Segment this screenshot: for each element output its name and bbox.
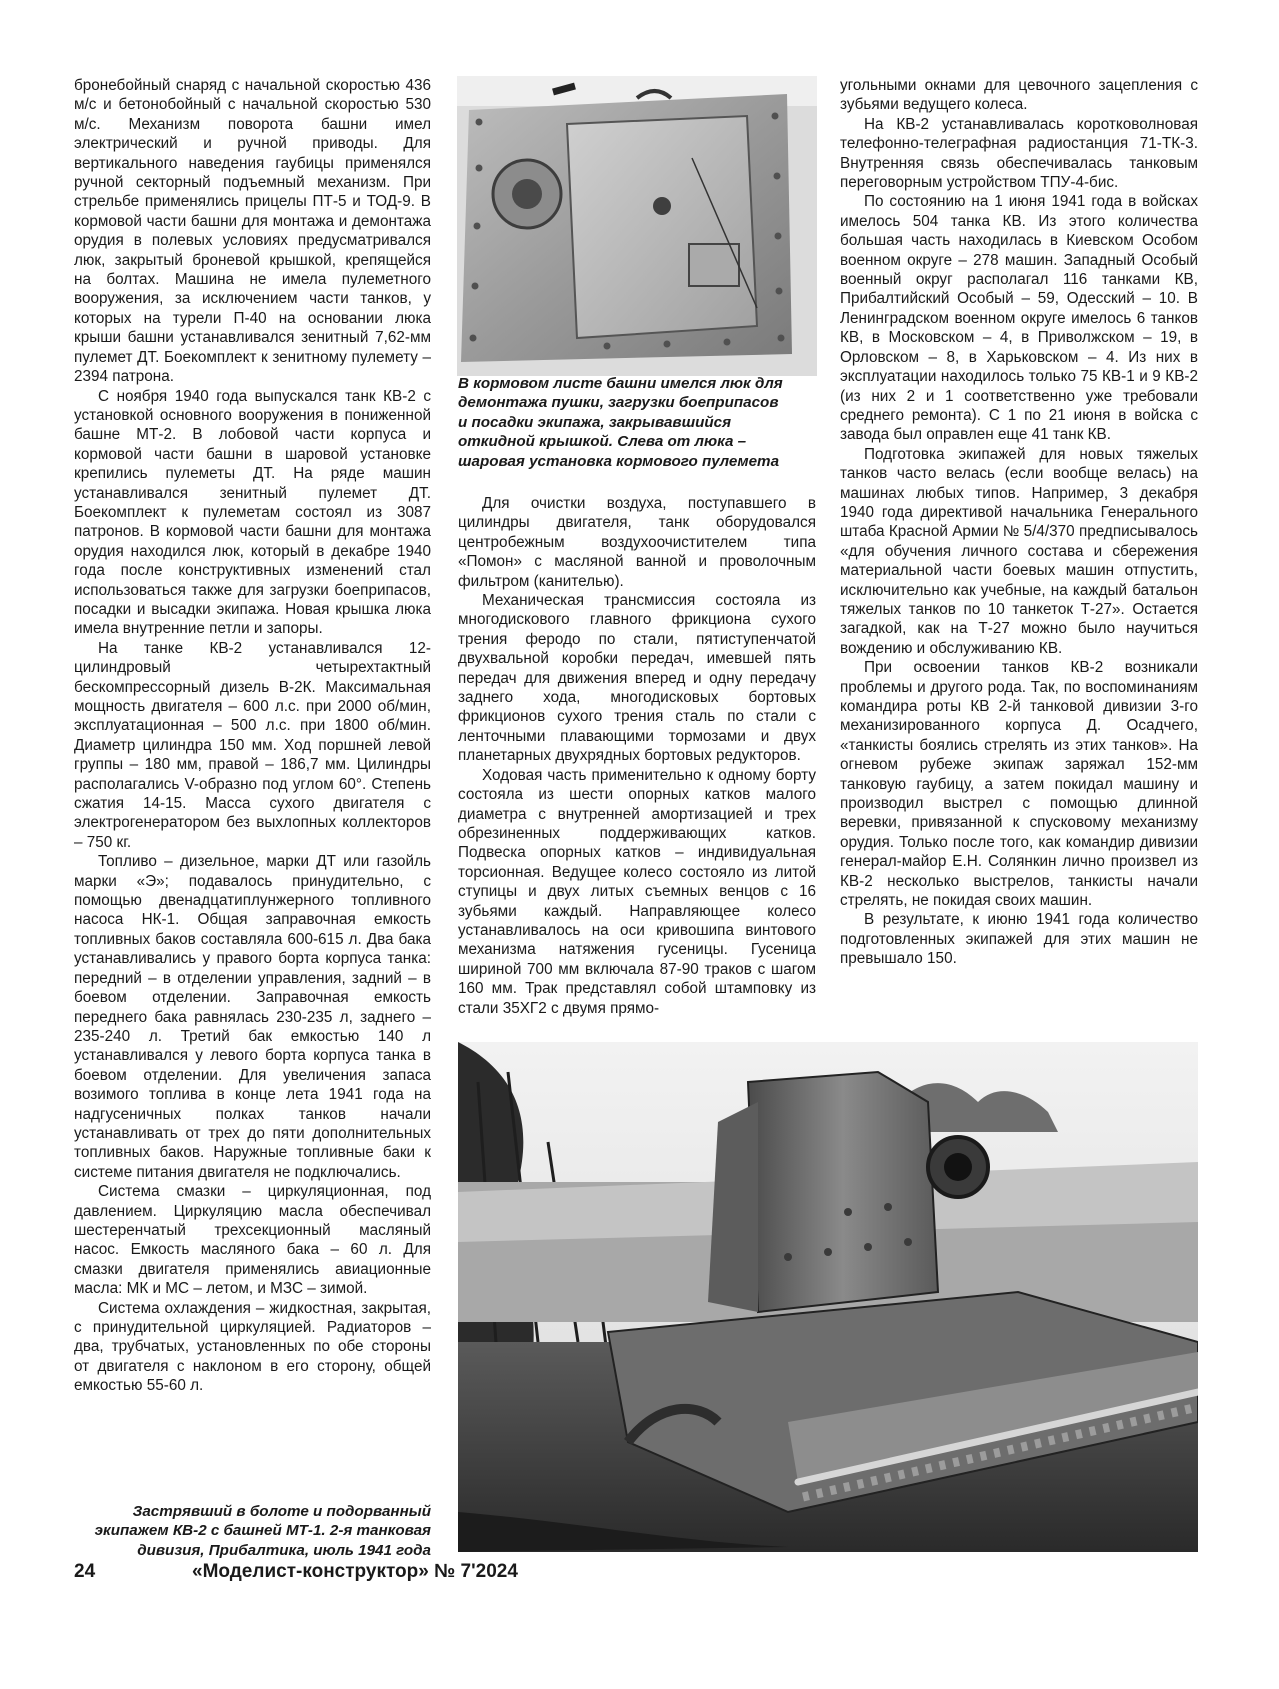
paragraph: Ходовая часть применительно к одному борту состояла из шести опорных катков малого диаметра с внутренней амортизацией и трех обрезиненных поддерживающих катков. Подвеска опорных катков – индивидуальная торсионная. Ведущее колесо состояло из литой ступицы и двух литых съемных венцов с 16 зубьями каждый. Направляющее колесо устанавливалось на оси кривошипа винтового механизма натяжения гусеницы. Гусеница шириной 700 мм включала 87-90 траков с шагом 160 мм. Трак представлял собой штамповку из стали 35ХГ2 с двумя прямо-: [458, 766, 816, 1017]
paragraph: Подготовка экипажей для новых тяжелых танков часто велась (если вообще велась) на машинах любых типов. Например, 3 декабря 1940 года директивой начальника Генерального штаба Красной Армии № 5/4/370 предписывалось «для обучения личного состава и сбережения материальной части боевых машин отпустить, исключительно как учебные, на каждый батальон тяжелых танков по 10 танкеток Т-27». Остается загадкой, как на Т-27 можно было научиться вождению и обслуживанию КВ.: [840, 445, 1198, 657]
kv2-swamp-illustration: [458, 1042, 1198, 1552]
caption-line: и посадки экипажа, закрывавшийся: [458, 413, 732, 431]
paragraph: Топливо – дизельное, марки ДТ или газойль марки «Э»; подавалось принудительно, с помощью двенадцатиплунжерного топливного насоса НК-1. Общая заправочная емкость топливных баков составляла 600-615 л. Два бака устанавливались у правого борта корпуса танка: передний – в отделении управления, задний – в боевом отделении. Заправочная емкость переднего бака равнялась 230-235 л, заднего – 235-240 л. Третий бак емкостью 140 л устанавливался у левого борта корпуса танка в боевом отделении. Для увеличения запаса возимого топлива в конце лета 1941 года на надгусеничных полках танков начали устанавливать от трех до пяти дополнительных топливных баков. Наружные топливные баки к системе питания двигателя не подключались.: [74, 853, 431, 1181]
paragraph: В результате, к июню 1941 года количество подготовленных экипажей для этих машин не превышало 150.: [840, 911, 1198, 968]
caption-line: шаровая установка кормового пулемета: [458, 452, 780, 470]
magazine-title: «Моделист-конструктор» № 7'2024: [192, 1561, 518, 1582]
text-column-2: [458, 494, 816, 1018]
caption-line: В кормовом листе башни имелся люк для: [458, 375, 783, 392]
paragraph: Система смазки – циркуляционная, под давлением. Циркуляцию масла обеспечивал шестеренчатый трехсекционный масляный насос. Емкость масляного бака – 60 л. Для смазки двигателя применялись авиационные масла: МК и МС – летом, и МЗС – зимой.: [74, 1183, 431, 1298]
kv2-swamp-photo: [458, 1042, 1198, 1552]
paragraph: На КВ-2 устанавливалась коротковолновая телефонно-телеграфная радиостанция 71-ТК-3. Внутренняя связь обеспечивалась танковым переговорным устройством ТПУ-4-бис.: [840, 115, 1198, 192]
caption-line: демонтажа пушки, загрузки боеприпасов: [458, 394, 779, 412]
page-number: 24: [74, 1561, 96, 1582]
paragraph: Для очистки воздуха, поступавшего в цилиндры двигателя, танк оборудовался центробежным воздухоочистителем типа «Помон» с масляной ванной и проволочным фильтром (канителью).: [458, 495, 816, 590]
paragraph: При освоении танков КВ-2 возникали проблемы и другого рода. Так, по воспоминаниям командира роты КВ 2-й танковой дивизии 3-го механизированного корпуса Д. Осадчего, «танкисты боялись стрелять из этих танков». На огневом рубеже экипаж заряжал 152-мм танковую гаубицу, а затем покидал машину и производил выстрел с помощью длинной веревки, привязанной к спусковому механизму орудия. Только после того, как командир дивизии генерал-майор Е.Н. Солянкин лично произвел из КВ-2 несколько выстрелов, танкисты начали стрелять, не покидая своих машин.: [840, 659, 1198, 910]
paragraph: На танке КВ-2 устанавливался 12-цилиндровый четырехтактный бескомпрессорный дизель В-2К. Максимальная мощность двигателя – 600 л.с. при 2000 об/мин, эксплуатационная – 500 л.с. при 1800 об/мин. Диаметр цилиндра 150 мм. Ход поршней левой группы – 180 мм, правой – 186,7 мм. Цилиндры располагались V-образно под углом 60°. Степень сжатия 14-15. Масса сухого двигателя с электрогенератором без выхлопных коллекторов – 750 кг.: [74, 639, 431, 851]
paragraph: По состоянию на 1 июня 1941 года в войсках имелось 504 танка КВ. Из этого количества большая часть находилась в Киевском Особом военном округе – 278 машин. Западный Особый военный округ располагал 116 танками КВ, Прибалтийский Особый – 59, Одесский – 10. В Ленинградском военном округе имелось 6 танков КВ, в Московском – 4, в Приволжском – 19, в Орловском – 8, в Харьковском – 4. Из них в эксплуатации находилось только 75 КВ-1 и 9 КВ-2 (из них 2 и 1 соответственно уже требовали среднего ремонта). С 1 по 21 июня в войска с завода был оправлен еще 41 танк КВ.: [840, 193, 1198, 444]
photo-caption-top: [458, 374, 816, 471]
paragraph: Механическая трансмиссия состояла из многодискового главного фрикциона сухого трения феродо по стали, пятиступенчатой двухвальной коробки передач, имевшей пять передач для движения вперед и одну передачу заднего хода, многодисковых бортовых фрикционов сухого трения сталь по стали с ленточными плавающими тормозами и двух планетарных двухрядных бортовых редукторов.: [458, 592, 816, 765]
text-column-1: [74, 76, 431, 1396]
turret-hatch-photo: [457, 76, 817, 376]
text-column-3: [840, 76, 1198, 969]
turret-hatch-illustration: [457, 76, 817, 376]
paragraph: С ноября 1940 года выпускался танк КВ-2 с установкой основного вооружения в пониженной башне МТ-2. В лобовой части корпуса и кормовой части башни в шаровой установке крепились пулеметы ДТ. На ряде машин устанавливался зенитный пулемет ДТ. Боекомплект к пулеметам состоял из 3087 патронов. В кормовой части башни для монтажа орудия находился люк, который в декабре 1940 года после конструктивных изменений стал использоваться также для загрузки боеприпасов, посадки и высадки экипажа. Новая крышка люка имела внутренние петли и запоры.: [74, 387, 431, 638]
paragraph: бронебойный снаряд с начальной скоростью 436 м/с и бетонобойный с начальной скоростью 530 м/с. Механизм поворота башни имел электрический и ручной приводы. Для вертикального наведения гаубицы применялся ручной секторный подъемный механизм. При стрельбе применялись прицелы ПТ-5 и ТОД-9. В кормовой части башни для монтажа и демонтажа орудия в полевых условиях предусматривался люк, закрытый броневой крышкой, крепящейся на болтах. Машина не имела пулеметного вооружения, за исключением части танков, у которых на турели П-40 на основании люка крыши башни устанавливался зенитный 7,62-мм пулемет ДТ. Боекомплект к зенитному пулемету – 2394 патрона.: [74, 77, 431, 386]
photo-caption-bottom: [74, 1502, 431, 1560]
caption-line: дивизия, Прибалтика, июль 1941 года: [137, 1541, 431, 1559]
paragraph: угольными окнами для цевочного зацепления с зубьями ведущего колеса.: [840, 77, 1198, 114]
caption-line: Застрявший в болоте и подорванный: [132, 1503, 431, 1520]
caption-line: экипажем КВ-2 с башней МТ-1. 2-я танковая: [94, 1522, 431, 1540]
paragraph: Система охлаждения – жидкостная, закрытая, с принудительной циркуляцией. Радиаторов – два, трубчатых, установленных по обе стороны от двигателя с наклоном в его сторону, общей емкостью 55-60 л.: [74, 1299, 431, 1395]
caption-line: откидной крышкой. Слева от люка –: [458, 433, 747, 451]
